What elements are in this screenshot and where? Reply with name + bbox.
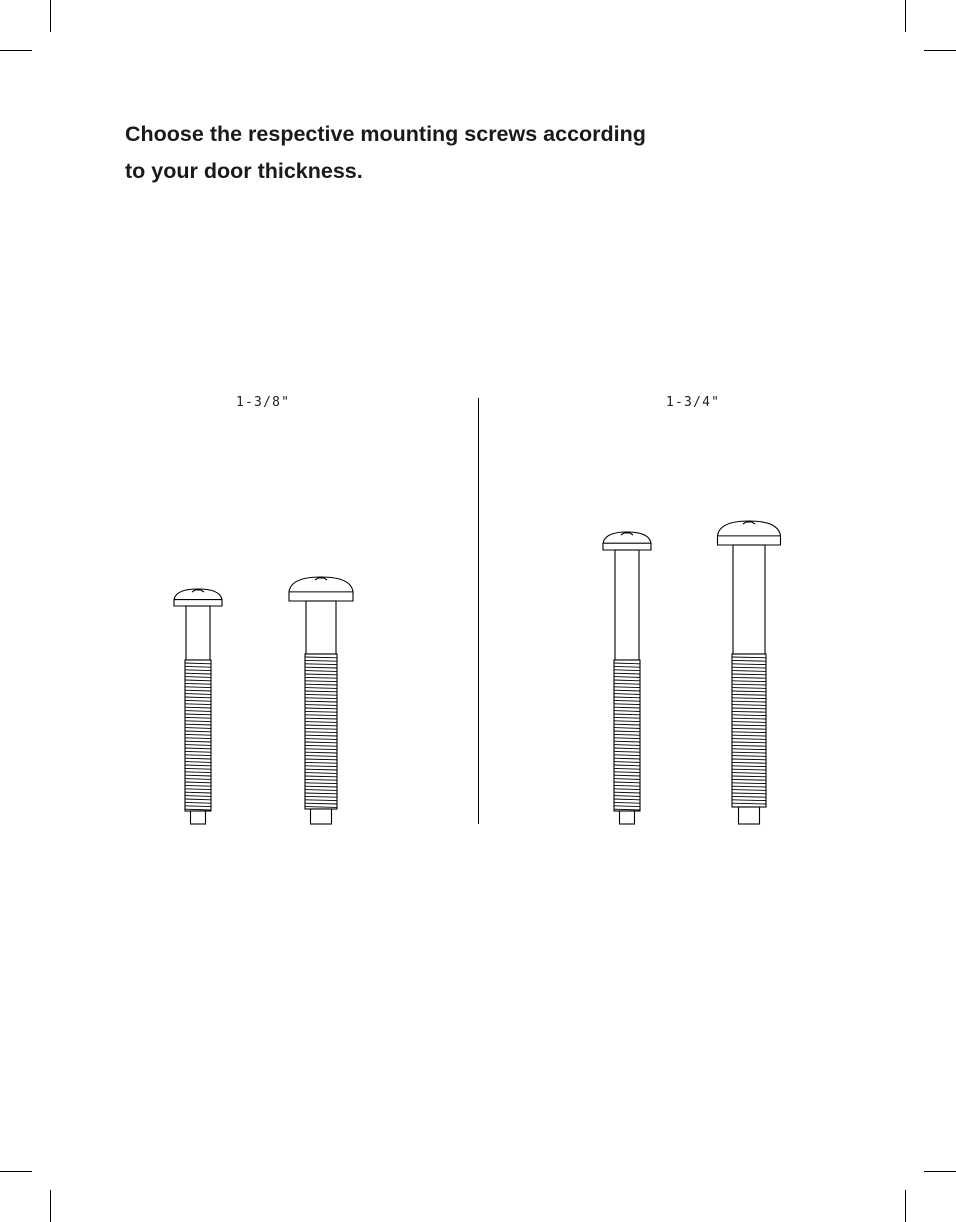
screw-1-3-8-long [289, 577, 353, 824]
screw-1-3-4-short [603, 532, 651, 824]
screw-1-3-8-short [174, 589, 222, 824]
screw-1-3-4-long [718, 521, 781, 824]
screw-tip [739, 807, 760, 824]
screw-shank [733, 545, 765, 654]
screw-shank [306, 601, 336, 654]
instruction-line-2: to your door thickness. [125, 159, 363, 183]
screw-shank [186, 606, 210, 660]
screw-tip [311, 809, 332, 824]
thickness-label-1-3-8: 1-3/8" [236, 395, 291, 410]
screw-head [174, 589, 222, 606]
screw-shank [615, 550, 639, 660]
instruction-line-1: Choose the respective mounting screws according [125, 122, 646, 146]
screw-tip [620, 811, 635, 824]
screw-thread [732, 654, 766, 807]
screw-tip [191, 811, 206, 824]
screw-head [718, 521, 781, 545]
thickness-label-1-3-4: 1-3/4" [666, 395, 721, 410]
screw-head [289, 577, 353, 601]
screw-head [603, 532, 651, 550]
